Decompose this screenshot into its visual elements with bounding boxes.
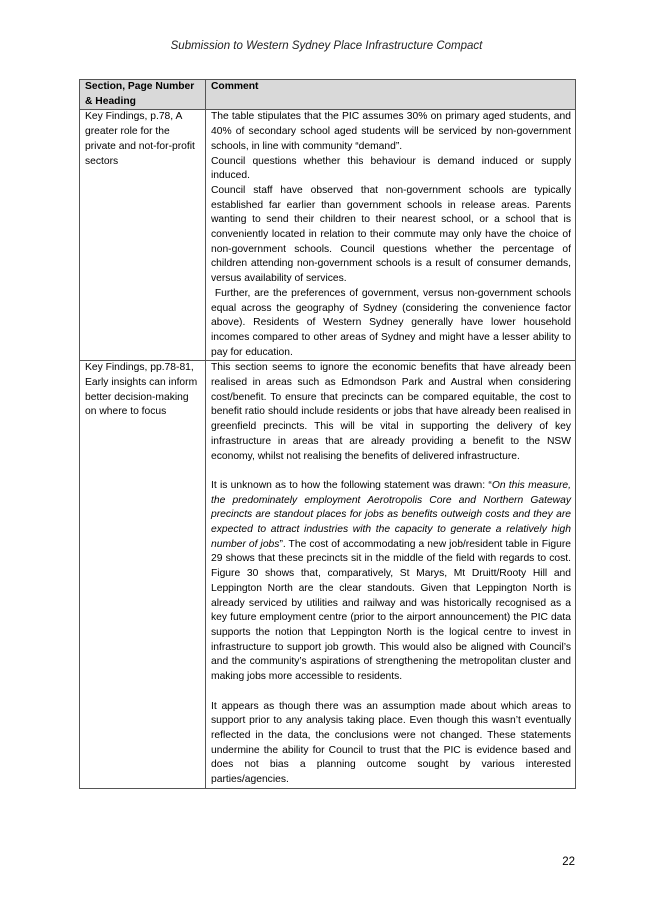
- comment-column-header: Comment: [206, 80, 576, 110]
- comment-paragraph: Council questions whether this behaviour is demand induced or supply induced.: [211, 155, 571, 182]
- comment-paragraph: Further, are the preferences of government, versus non-government schools equal across the geography of Sydney (considering the convenience factor above). Residents of Western Sydney generally have lower household incomes compared to other areas of Sydney and might have a lesser ability to pay for education.: [211, 287, 574, 358]
- table-header-row: [80, 80, 576, 110]
- quote-followup: ”. The cost of accommodating a new job/resident table in Figure 29 shows that these precincts sit in the middle of the field with regards to cost. Figure 30 shows that, comparatively, St Marys, Mt Druitt/Rooty Hill and Leppington North are the clear standouts. Given that Leppington North is already serviced by utilities and railway and was historically recognised as a key future employment centre (prior to the airport announcement) the PIC data supports the notion that Leppington North is the logical centre to invest in infrastructure to support job growth. This would also be aligned with Council’s and the community’s aspirations of strengthening the metropolitan cluster and making jobs more accessible to residents.: [211, 538, 571, 683]
- table-row: [80, 361, 576, 788]
- section-column-header: Section, Page Number & Heading: [80, 80, 206, 110]
- section-cell: Key Findings, p.78, A greater role for the private and not-for-profit sectors: [80, 110, 206, 361]
- comment-paragraph: [211, 479, 571, 685]
- comment-paragraph: This section seems to ignore the economic benefits that have already been realised in areas such as Edmondson Park and Austral when considering cost/benefit. To ensure that precincts can be compared equitable, the cost to benefit ratio should include residents or jobs that have already been realised in greenfield precincts. This will be vital in supporting the delivery of key infrastructure in areas that are already providing a benefit to the NSW economy, whilst not realising the benefits of delivered infrastructure.: [211, 362, 571, 462]
- comment-cell: [206, 110, 576, 361]
- comment-paragraph: It appears as though there was an assumption made about which areas to support prior to any analysis taking place. Even though this wasn’t eventually reflected in the data, the conclusions were not changed. These statements undermine the ability for Council to trust that the PIC is evidence based and does not bias a planning outcome sought by various interested parties/agencies.: [211, 700, 571, 786]
- comment-cell: [206, 361, 576, 788]
- quoted-statement: On this measure, the predominately employment Aerotropolis Core and Northern Gateway precincts are standout places for jobs as benefits outweigh costs and they are expected to attract industries with the capacity to generate a relatively high number of jobs: [211, 479, 572, 550]
- comment-paragraph: Council staff have observed that non-government schools are typically established far earlier than government schools in release areas. Parents wanting to send their children to their nearest school, or a school that is conveniently located in relation to their commute may only have the choice of non-government schools. Council questions whether the percentage of children attending non-government schools is a result of consumer demands, versus availability of services.: [211, 184, 571, 285]
- table-row: [80, 110, 576, 361]
- page-header: Submission to Western Sydney Place Infrastructure Compact: [170, 40, 483, 52]
- page-number: 22: [562, 856, 575, 868]
- section-cell: Key Findings, pp.78-81, Early insights can inform better decision-making on where to focus: [80, 361, 206, 788]
- comments-table: [79, 79, 576, 789]
- quote-intro: It is unknown as to how the following statement was drawn: “: [211, 479, 492, 491]
- comment-paragraph: The table stipulates that the PIC assumes 30% on primary aged students, and 40% of secondary school aged students will be serviced by non-government schools, in line with community “demand”.: [211, 111, 571, 152]
